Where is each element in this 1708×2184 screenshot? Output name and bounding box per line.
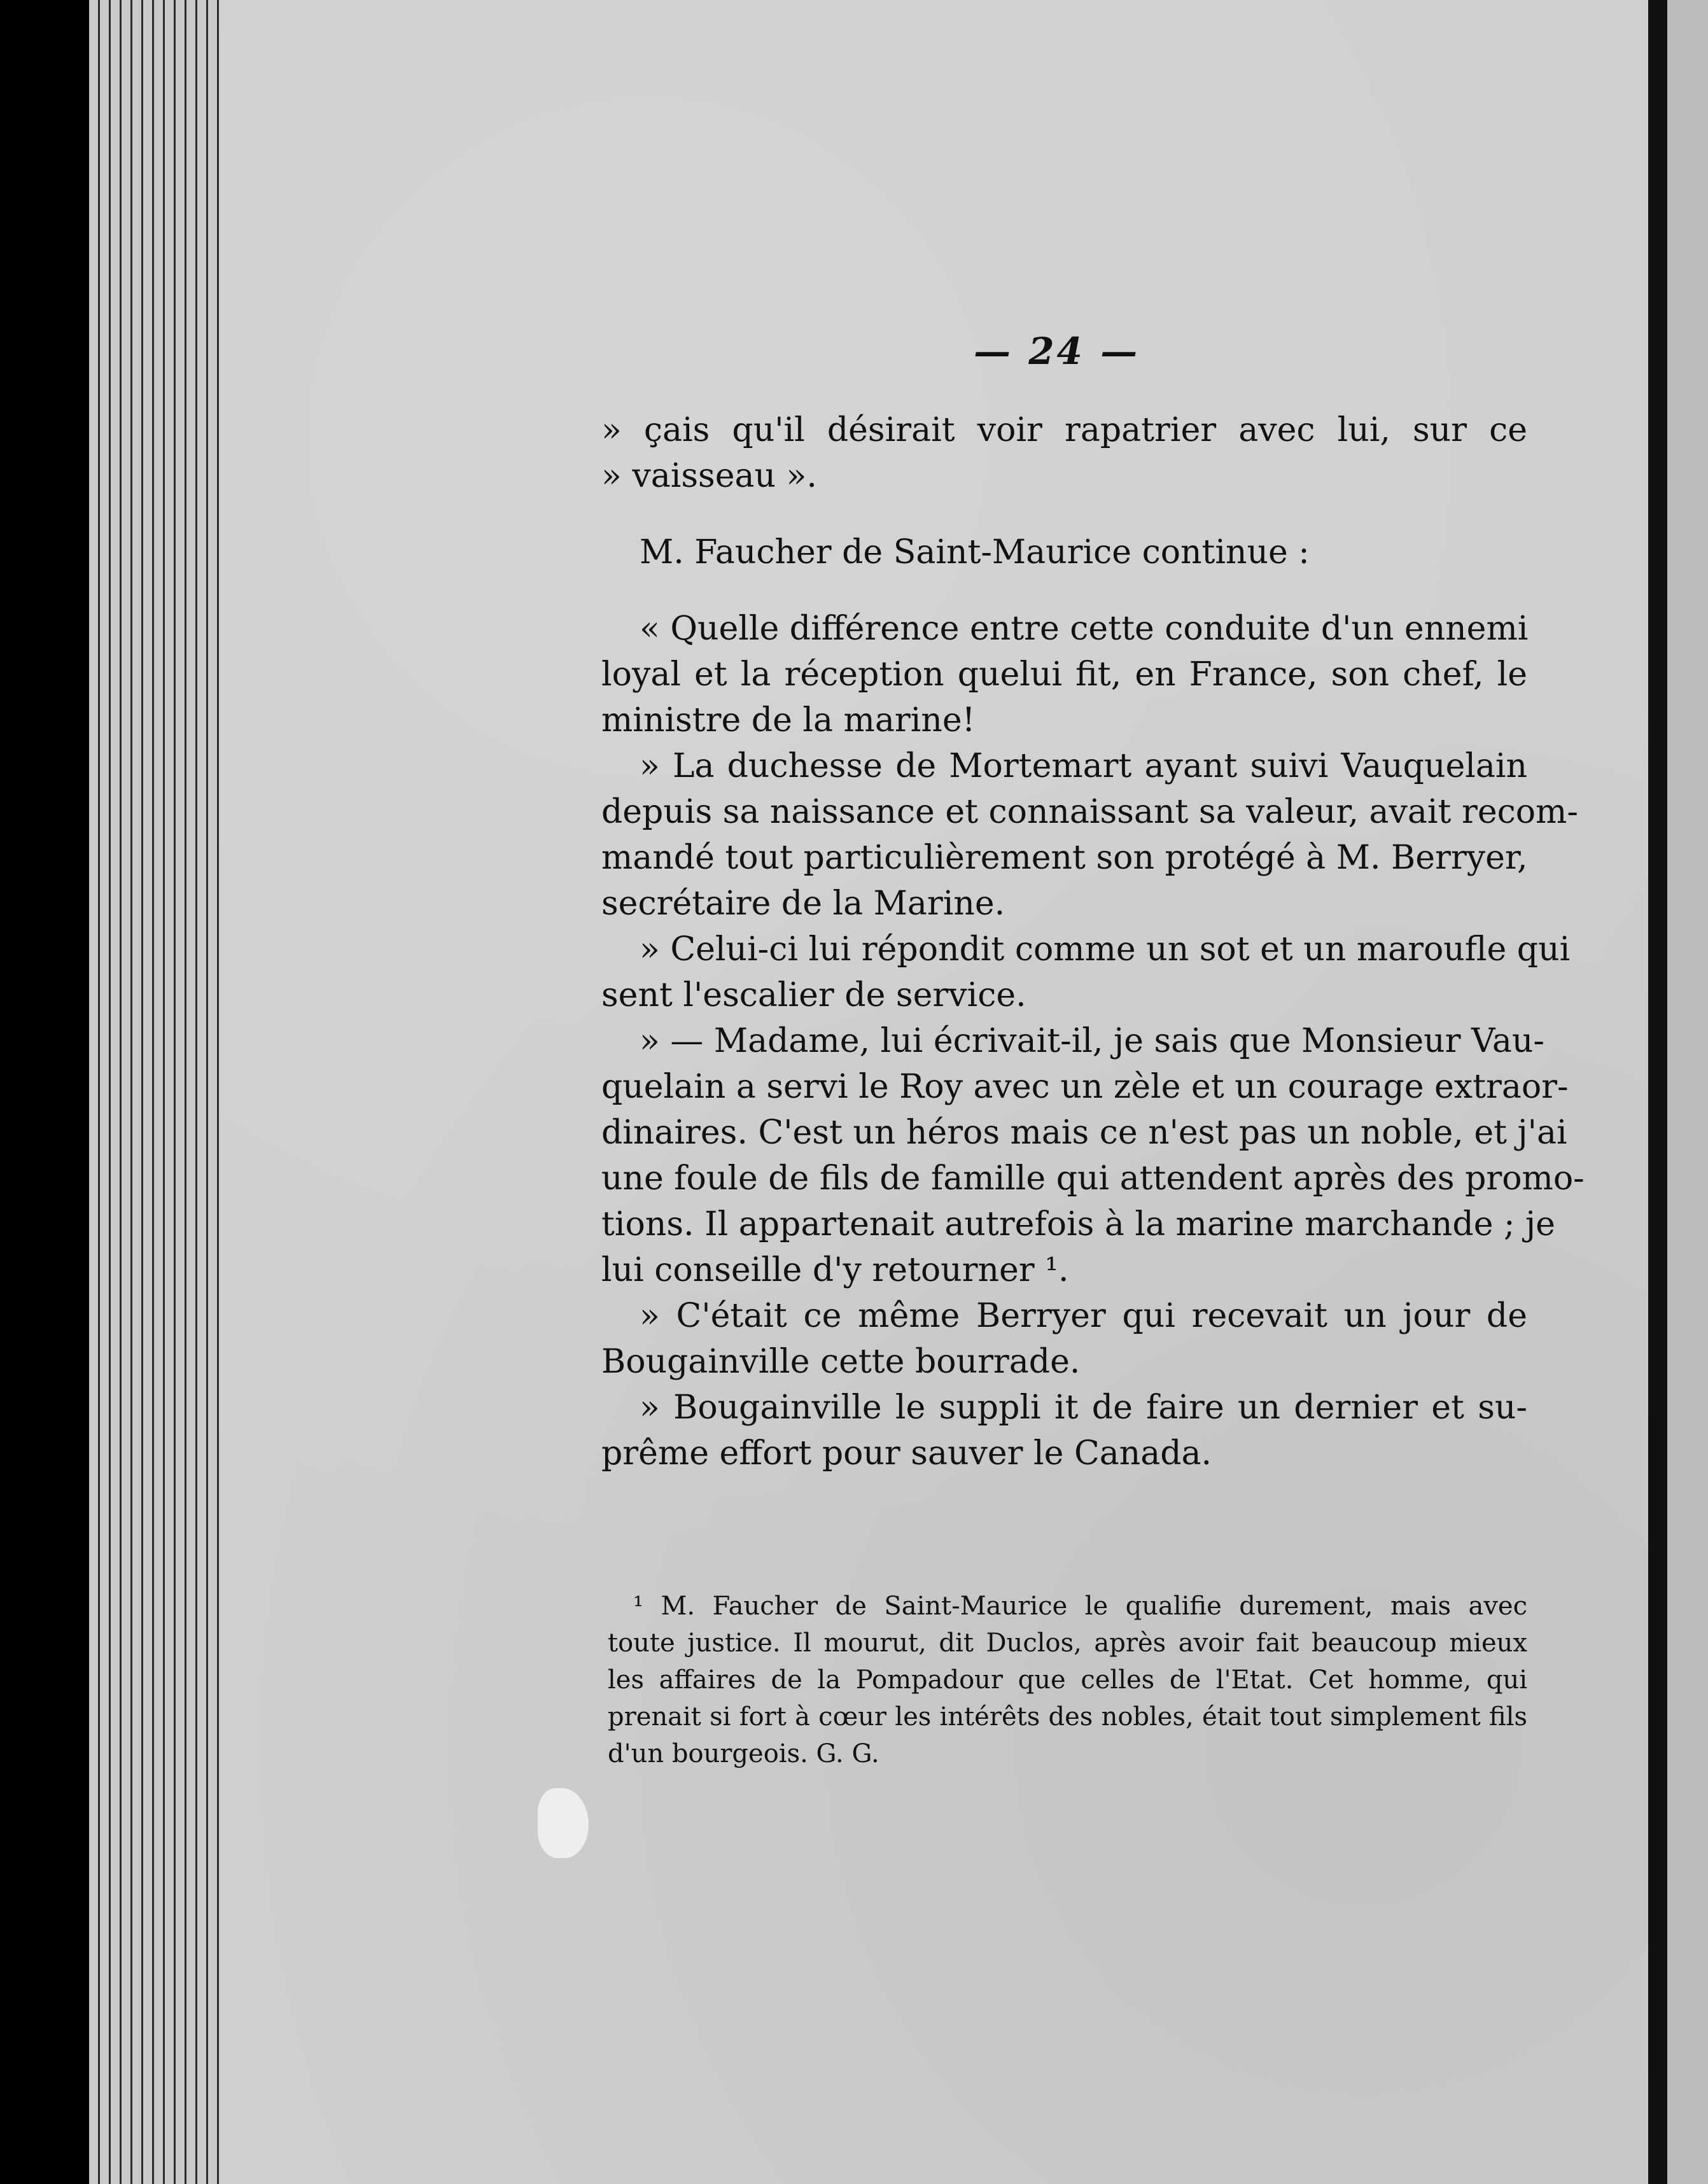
- footnote-line: toute justice. Il mourut, dit Duclos, après avoir fait beaucoup mieux: [608, 1628, 1527, 1658]
- text-line: Bougainville cette bourrade.: [601, 1343, 1081, 1381]
- text-line: » Celui-ci lui répondit comme un sot et un maroufle qui: [640, 930, 1571, 969]
- footnote-line: les affaires de la Pompadour que celles de l'Etat. Cet homme, qui: [608, 1665, 1527, 1695]
- footnote-line: ¹ M. Faucher de Saint-Maurice le qualifie durement, mais avec: [633, 1592, 1527, 1621]
- text-line: » — Madame, lui écrivait-il, je sais que Monsieur Vau-: [640, 1022, 1544, 1060]
- text-line: loyal et la réception quelui fit, en France, son chef, le: [601, 655, 1527, 694]
- page-number: — 24 —: [974, 330, 1140, 373]
- text-line: » vaisseau ».: [601, 457, 817, 495]
- text-line: « Quelle différence entre cette conduite d'un ennemi: [640, 610, 1529, 648]
- page-edges-stack: [89, 0, 223, 2184]
- body-text: [601, 407, 1585, 1476]
- text-line: quelain a servi le Roy avec un zèle et un courage extraor-: [601, 1068, 1569, 1106]
- footnote-line: d'un bourgeois. G. G.: [608, 1739, 879, 1768]
- text-line: M. Faucher de Saint-Maurice continue :: [640, 533, 1310, 571]
- text-line: depuis sa naissance et connaissant sa valeur, avait recom-: [601, 793, 1578, 831]
- text-line: » C'était ce même Berryer qui recevait un jour de: [640, 1297, 1527, 1335]
- paragraph-gap: [601, 499, 1527, 529]
- text-line: secrétaire de la Marine.: [601, 885, 1005, 923]
- text-line: ministre de la marine!: [601, 701, 976, 739]
- footnote: [608, 1588, 1527, 1772]
- text-line: » La duchesse de Mortemart ayant suivi Vauquelain: [640, 747, 1527, 785]
- text-line: » çais qu'il désirait voir rapatrier avec lui, sur ce: [601, 411, 1527, 449]
- footnote-line: prenait si fort à cœur les intérêts des nobles, était tout simplement fils: [608, 1702, 1527, 1732]
- text-line: sent l'escalier de service.: [601, 976, 1026, 1014]
- text-line: tions. Il appartenait autrefois à la marine marchande ; je: [601, 1205, 1555, 1243]
- text-line: » Bougainville le suppli it de faire un dernier et su-: [640, 1389, 1527, 1427]
- paper-blemish: [538, 1788, 589, 1858]
- text-line: mandé tout particulièrement son protégé à M. Berryer,: [601, 839, 1528, 877]
- text-line: lui conseille d'y retourner ¹.: [601, 1251, 1069, 1289]
- facing-page-edge: [1667, 0, 1708, 2184]
- page-gutter: [1648, 0, 1667, 2184]
- text-line: une foule de fils de famille qui attendent après des promo-: [601, 1159, 1585, 1198]
- paragraph-gap: [601, 575, 1527, 606]
- text-line: dinaires. C'est un héros mais ce n'est pas un noble, et j'ai: [601, 1114, 1567, 1152]
- text-line: prême effort pour sauver le Canada.: [601, 1434, 1212, 1473]
